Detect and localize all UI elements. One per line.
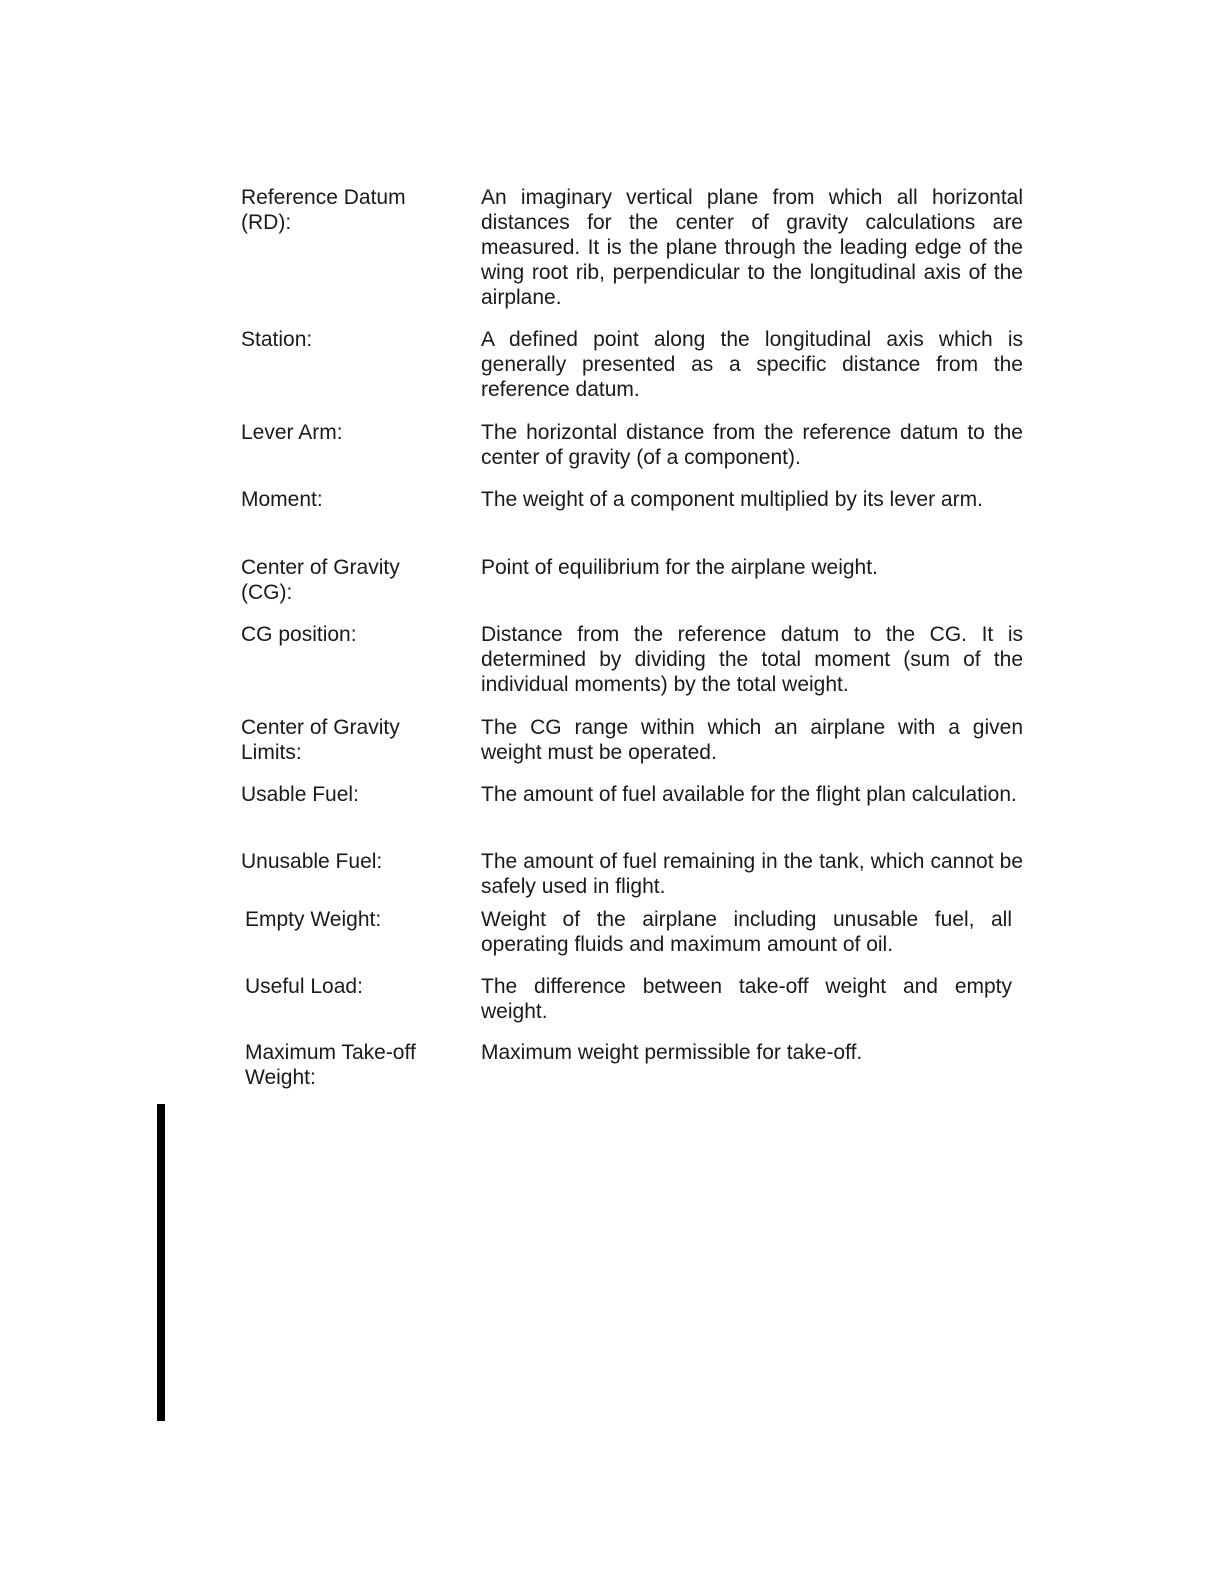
definition-usable-fuel: The amount of fuel available for the flight plan calculation.	[481, 783, 1017, 806]
term-cg-limits: Center of Gravity Limits:	[241, 716, 400, 764]
definition-station: A defined point along the longitudinal axis which is generally presented as a specific distance from the reference datum.	[481, 328, 1023, 401]
definition-moment: The weight of a component multiplied by its lever arm.	[481, 488, 983, 511]
term-lever-arm: Lever Arm:	[241, 421, 343, 444]
definition-unusable-fuel: The amount of fuel remaining in the tank, which cannot be safely used in flight.	[481, 850, 1023, 898]
term-unusable-fuel: Unusable Fuel:	[241, 850, 383, 873]
term-useful-load: Useful Load:	[245, 975, 363, 998]
revision-change-bar	[157, 1104, 165, 1421]
term-center-of-gravity: Center of Gravity (CG):	[241, 556, 400, 604]
definition-center-of-gravity: Point of equilibrium for the airplane weight.	[481, 556, 878, 579]
term-station: Station:	[241, 328, 313, 351]
term-reference-datum: Reference Datum (RD):	[241, 186, 406, 234]
definition-max-takeoff-weight: Maximum weight permissible for take-off.	[481, 1041, 863, 1064]
definition-empty-weight: Weight of the airplane including unusable fuel, all operating fluids and maximum amount of oil.	[481, 908, 1012, 956]
term-moment: Moment:	[241, 488, 323, 511]
term-cg-position: CG position:	[241, 623, 357, 646]
definition-useful-load: The difference between take-off weight and empty weight.	[481, 975, 1012, 1023]
term-usable-fuel: Usable Fuel:	[241, 783, 359, 806]
definition-cg-limits: The CG range within which an airplane with a given weight must be operated.	[481, 716, 1023, 764]
definition-cg-position: Distance from the reference datum to the CG. It is determined by dividing the total moment (sum of the individual moments) by the total weight.	[481, 623, 1023, 696]
term-empty-weight: Empty Weight:	[245, 908, 382, 931]
term-max-takeoff-weight: Maximum Take-off Weight:	[245, 1041, 416, 1089]
definition-lever-arm: The horizontal distance from the reference datum to the center of gravity (of a component).	[481, 421, 1023, 469]
definition-reference-datum: An imaginary vertical plane from which all horizontal distances for the center of gravity calculations are measured. It is the plane through the leading edge of the wing root rib, perpendicular to the longitudinal axis of the airplane.	[481, 186, 1023, 309]
